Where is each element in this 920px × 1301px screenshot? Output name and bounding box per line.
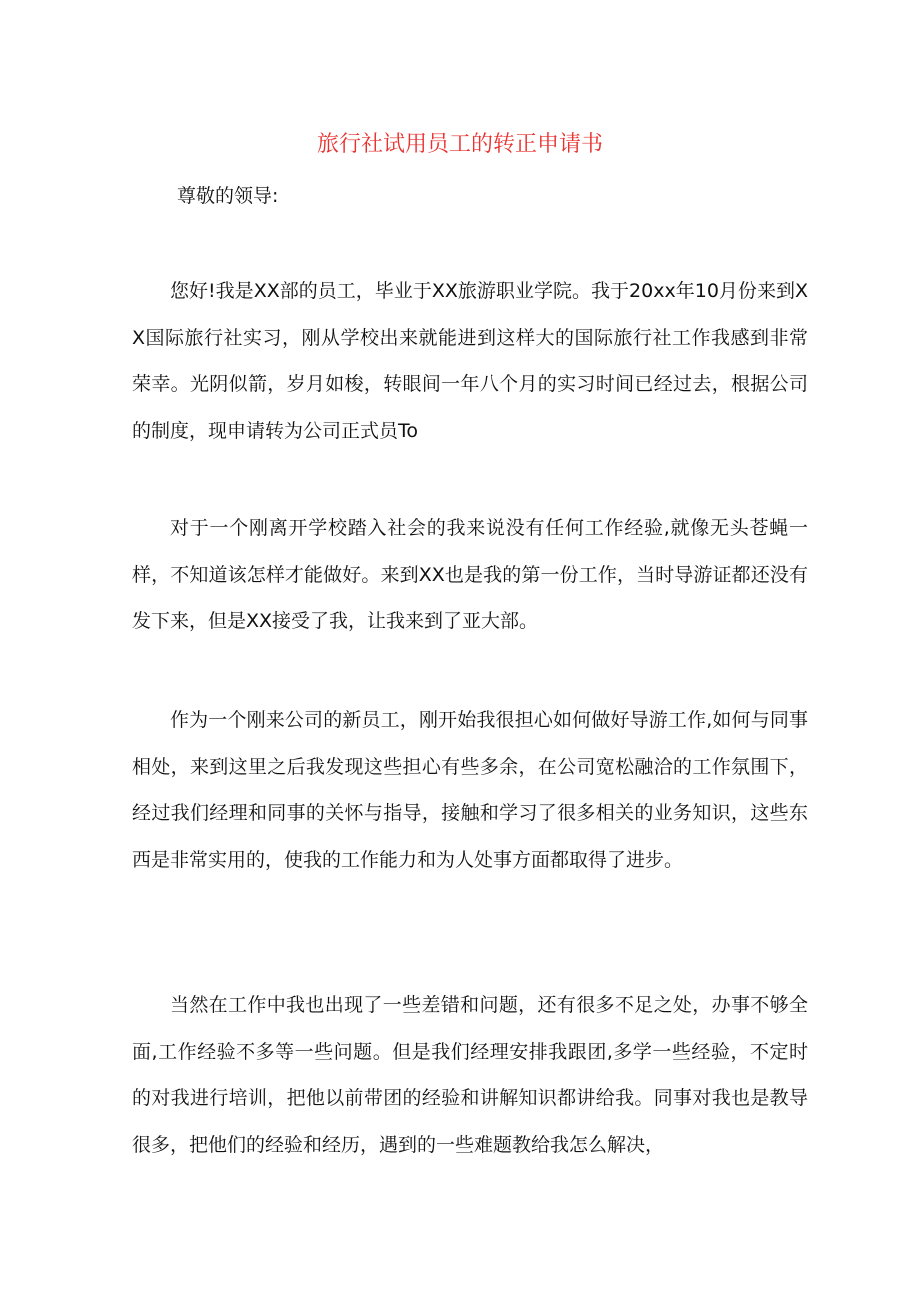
body-paragraph-2: 对于一个刚离开学校踏入社会的我来说没有任何工作经验,就像无头苍蝇一样，不知道该怎样才能做好。来到XX也是我的第一份工作，当时导游证都还没有发下来，但是XX接受了我，让我来到了亚大部。 — [132, 517, 808, 632]
salutation: 尊敬的领导: — [177, 185, 279, 207]
document-title: 旅行社试用员工的转正申请书 — [316, 132, 603, 157]
body-paragraph-4: 当然在工作中我也出现了一些差错和问题，还有很多不足之处，办事不够全面,工作经验不多等一些问题。但是我们经理安排我跟团,多学一些经验，不定时的对我进行培训，把他以前带团的经验和讲解知识都讲给我。同事对我也是教导很多，把他们的经验和经历，遇到的一些难题教给我怎么解决， — [132, 994, 808, 1156]
body-paragraph-1: 您好!我是XX部的员工，毕业于XX旅游职业学院。我于20xx年10月份来到XX国际旅行社实习，刚从学校出来就能进到这样大的国际旅行社工作我感到非常荣幸。光阴似箭，岁月如梭，转眼间一年八个月的实习时间已经过去，根据公司的制度，现申请转为公司正式员To — [132, 280, 808, 442]
body-paragraph-3: 作为一个刚来公司的新员工，刚开始我很担心如何做好导游工作,如何与同事相处，来到这里之后我发现这些担心有些多余，在公司宽松融洽的工作氛围下，经过我们经理和同事的关怀与指导，接触和学习了很多相关的业务知识，这些东西是非常实用的，使我的工作能力和为人处事方面都取得了进步。 — [132, 709, 808, 871]
